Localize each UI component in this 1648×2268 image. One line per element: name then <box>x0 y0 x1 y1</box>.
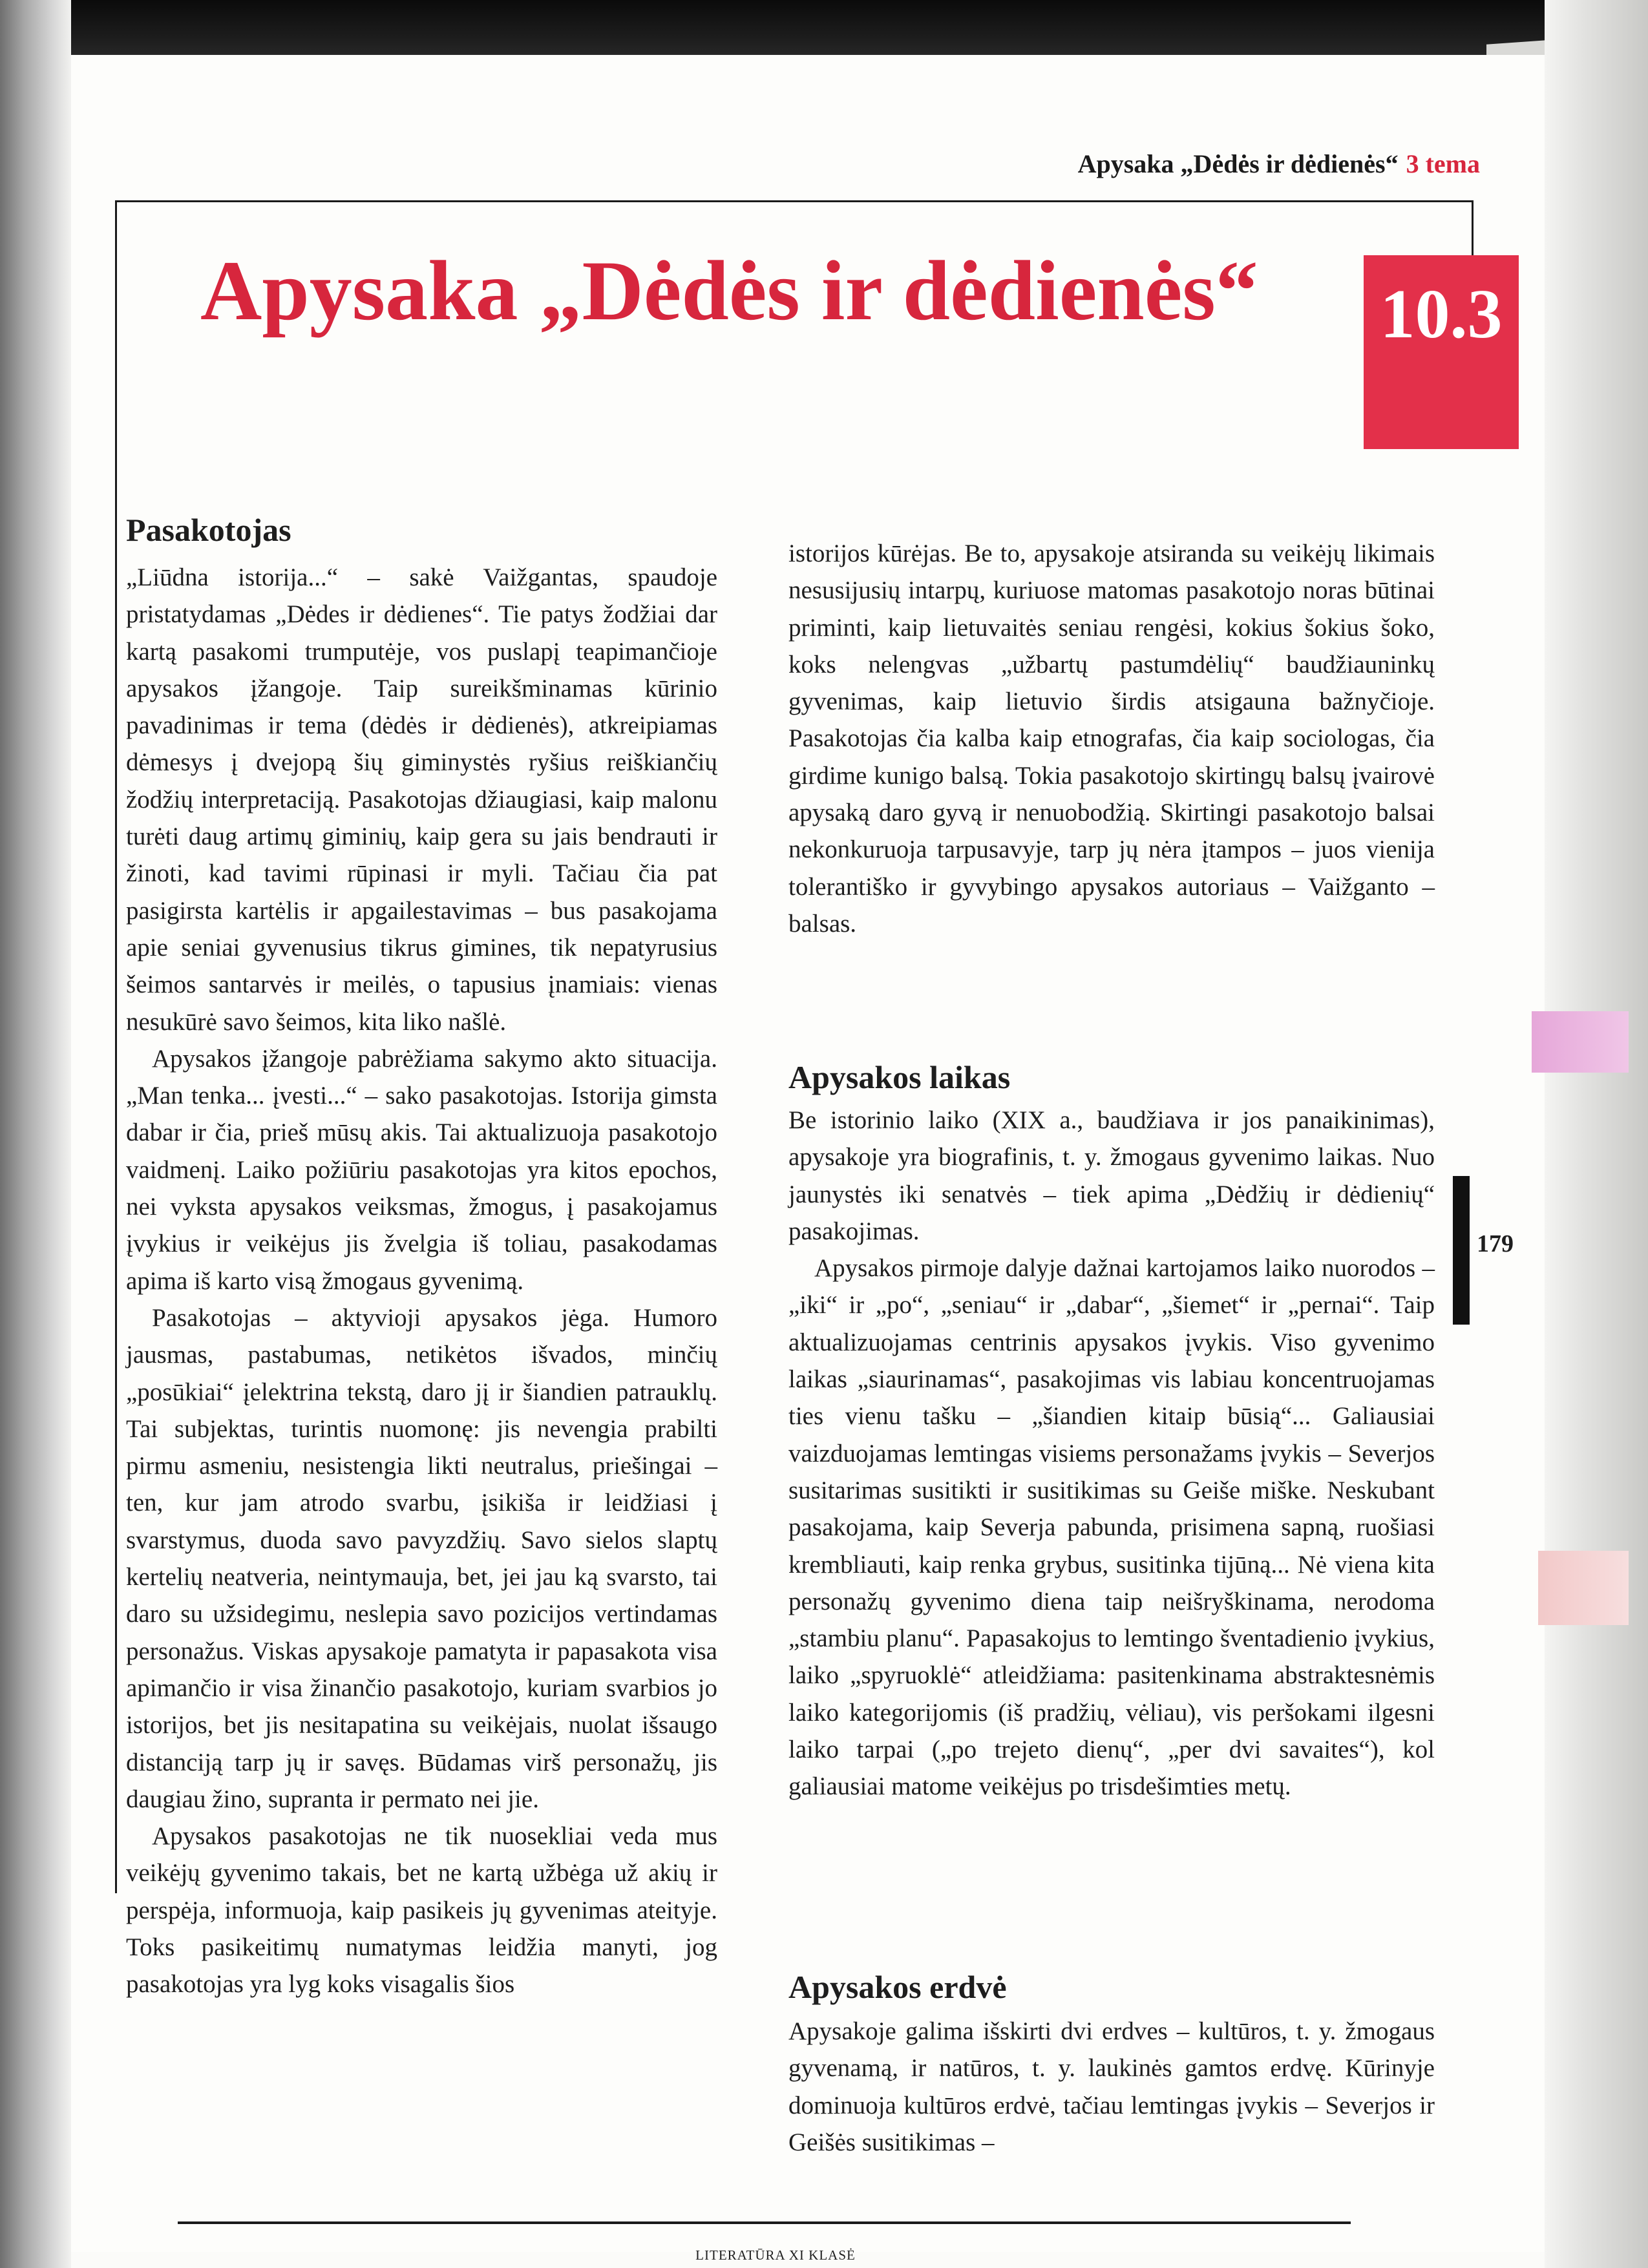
paragraph: „Liūdna istorija...“ – sakė Vaižgantas, spaudoje pristatydamas „Dėdes ir dėdienes“. Tie patys žodžiai dar kartą pasakomi trumputėje, vos puslapį teapimančioje apysakos įžangoje. Taip sureikšminamas kūrinio pavadinimas ir tema (dėdės ir dėdienės), atkreipiamas dėmesys į dvejopą šių giminystės ryšius reiškiančių žodžių interpretaciją. Pasakotojas džiaugiasi, kaip malonu turėti daug artimų giminių, kaip gera su jais bendrauti ir žinoti, kad tavimi rūpinasi ir myli. Tačiau čia pat pasigirsta kartėlis ir apgailestavimas – bus pasakojama apie seniai gyvenusius tikrus gimines, tik nepatyrusius šeimos santarvės ir meilės, o tapusius įnamiais: vienas nesukūrė savo šeimos, kita liko našlė. <box>126 563 717 1036</box>
sticky-note-tab <box>1538 1551 1629 1625</box>
footer-text: LITERATŪRA XI KLASĖ <box>695 2247 856 2263</box>
right-column-space-text <box>788 2013 1435 2161</box>
chapter-title: Apysaka „Dėdės ir dėdienės“ <box>200 243 1258 338</box>
paragraph: Pasakotojas – aktyvioji apysakos jėga. Humoro jausmas, pastabumas, netikėtos išvados, minčių „posūkiai“ įelektrina tekstą, daro jį ir šiandien patrauklų. Tai subjektas, turintis nuomonę: jis nevengia prabilti pirmu asmeniu, nesistengia likti neutralus, priešingai – ten, kur jam atrodo svarbu, įsikiša ir leidžiasi į svarstymus, duoda savo pavyzdžių. Savo sielos slaptų kertelių neatveria, neintymauja, bet, jei jau ką svarsto, tai daro su užsidegimu, neslepia savo pozicijos vertindamas personažus. Viskas apysakoje pamatyta ir papasakota visa apimančio ir visa žinančio pasakotojo, kuriam svarbios jo istorijos, bet jis nesitapatina su veikėjais, nuolat išsaugo distanciją tarp jų ir savęs. Būdamas virš personažų, jis daugiau žino, supranta ir permato nei jie. <box>126 1303 717 1813</box>
header-rule <box>116 200 1474 202</box>
scan-top-edge <box>0 0 1648 61</box>
paragraph: Be istorinio laiko (XIX a., baudžiava ir jos panaikinimas), apysakoje yra biografinis, t. y. žmogaus gyvenimo laikas. Nuo jaunystės iki senatvės – tiek apima „Dėdžių ir dėdienių“ pasakojimas. <box>788 1106 1435 1245</box>
paragraph: Apysakos pirmoje dalyje dažnai kartojamos laiko nuorodos – „iki“ ir „po“, „seniau“ ir „dabar“, „šiemet“ ir „pernai“. Taip aktualizuojamas centrinis apysakos įvykis. Viso gyvenimo laikas „siaurinamas“, pasakojimas vis labiau koncentruojamas ties vienu tašku – „šiandien kitaip būsią“... Galiausiai vaizduojamas lemtingas visiems personažams įvykis – Severjos susitarimas susitikti ir susitikimas su Geiše miške. Neskubant pasakojama, kaip Severja pabunda, prisimena sapną, ruošiasi krembliauti, kaip renka grybus, susitinka tijūną... Nė viena kita personažų gyvenimo diena taip neišryškinama, nerodoma „stambiu planu“. Papasakojus to lemtingo šventadienio įvykius, laiko „spyruoklė“ atleidžiama: pasitenkinama abstraktesnėmis laiko kategorijomis (iš pradžių, vėliau), vis peršokami ilgesni laiko tarpai („po trejeto dienų“, „per dvi savaites“), kol galiausiai matome veikėjus po trisdešimties metų. <box>788 1254 1435 1801</box>
page-number: 179 <box>1477 1230 1514 1257</box>
chapter-number: 10.3 <box>1380 276 1503 353</box>
right-column-continuation <box>788 535 1435 942</box>
scan-left-edge <box>0 0 71 2268</box>
frame-left-rule <box>115 200 117 1893</box>
section-heading-laikas: Apysakos laikas <box>788 1059 1011 1095</box>
scan-right-edge <box>1545 0 1648 2268</box>
running-header <box>969 149 1480 194</box>
paragraph: Apysakos įžangoje pabrėžiama sakymo akto situacija. „Man tenka... įvesti...“ – sako pasakotojas. Istorija gimsta dabar ir čia, prieš mūsų akis. Tai aktualizuoja pasakotojo vaidmenį. Laiko požiūriu pasakotojas yra kitos epochos, nei vyksta apysakos veiksmas, žmogus, į pasakojamus įvykius ir veikėjus jis žvelgia iš toliau, pasakodamas apima iš karto visą žmogaus gyvenimą. <box>126 1044 717 1295</box>
left-column-text <box>126 559 717 2003</box>
right-column-space <box>788 1964 1435 2010</box>
side-bar-mark <box>1453 1176 1470 1325</box>
right-column-time-text <box>788 1102 1435 1805</box>
paragraph: Apysakos pasakotojas ne tik nuosekliai veda mus veikėjų gyvenimo takais, bet ne kartą užbėga už akių ir perspėja, informuoja, kaip pasikeis jų gyvenimas ateityje. Toks pasikeitimų numatymas leidžia manyti, jog pasakotojas yra lyg koks visagalis šios <box>126 1822 717 1999</box>
section-heading-erdve: Apysakos erdvė <box>788 1969 1007 2005</box>
paragraph: istorijos kūrėjas. Be to, apysakoje atsiranda su veikėjų likimais nesusijusių intarpų, kuriuose matomas pasakotojo noras būtinai priminti, kaip lietuvaitės seniau rengėsi, kokius šokius šoko, koks nelengvas „užbartų pastumdėlių“ baudžiauninkų gyvenimas, kaip lietuvio širdis atsigauna bažnyčioje. Pasakotojas čia kalba kaip etnografas, čia kaip sociologas, čia girdime kunigo balsą. Tokia pasakotojo skirtingų balsų įvairovė apysaką daro gyvą ir nenuobodžią. Skirtingi pasakotojo balsai nekonkuruoja tarpusavyje, tarp jų nėra įtampos – juos vienija tolerantiško ir gyvybingo apysakos autoriaus – Vaižganto – balsas. <box>788 540 1435 938</box>
sticky-note-tab <box>1532 1011 1629 1073</box>
paragraph: Apysakoje galima išskirti dvi erdves – kultūros, t. y. žmogaus gyvenamą, ir natūros, t. y. laukinės gamtos erdvę. Kūrinyje dominuoja kultūros erdvė, tačiau lemtingas įvykis – Severjos ir Geišės susitikimas – <box>788 2017 1435 2156</box>
section-heading-pasakotojas: Pasakotojas <box>126 512 291 548</box>
running-header-title: Apysaka „Dėdės ir dėdienės“ <box>1077 149 1399 178</box>
right-column-time <box>788 1055 1435 1100</box>
footer-rule <box>178 2221 1351 2224</box>
running-header-tema: 3 tema <box>1406 149 1480 178</box>
chapter-number-badge <box>1364 255 1519 449</box>
left-column <box>126 507 717 552</box>
